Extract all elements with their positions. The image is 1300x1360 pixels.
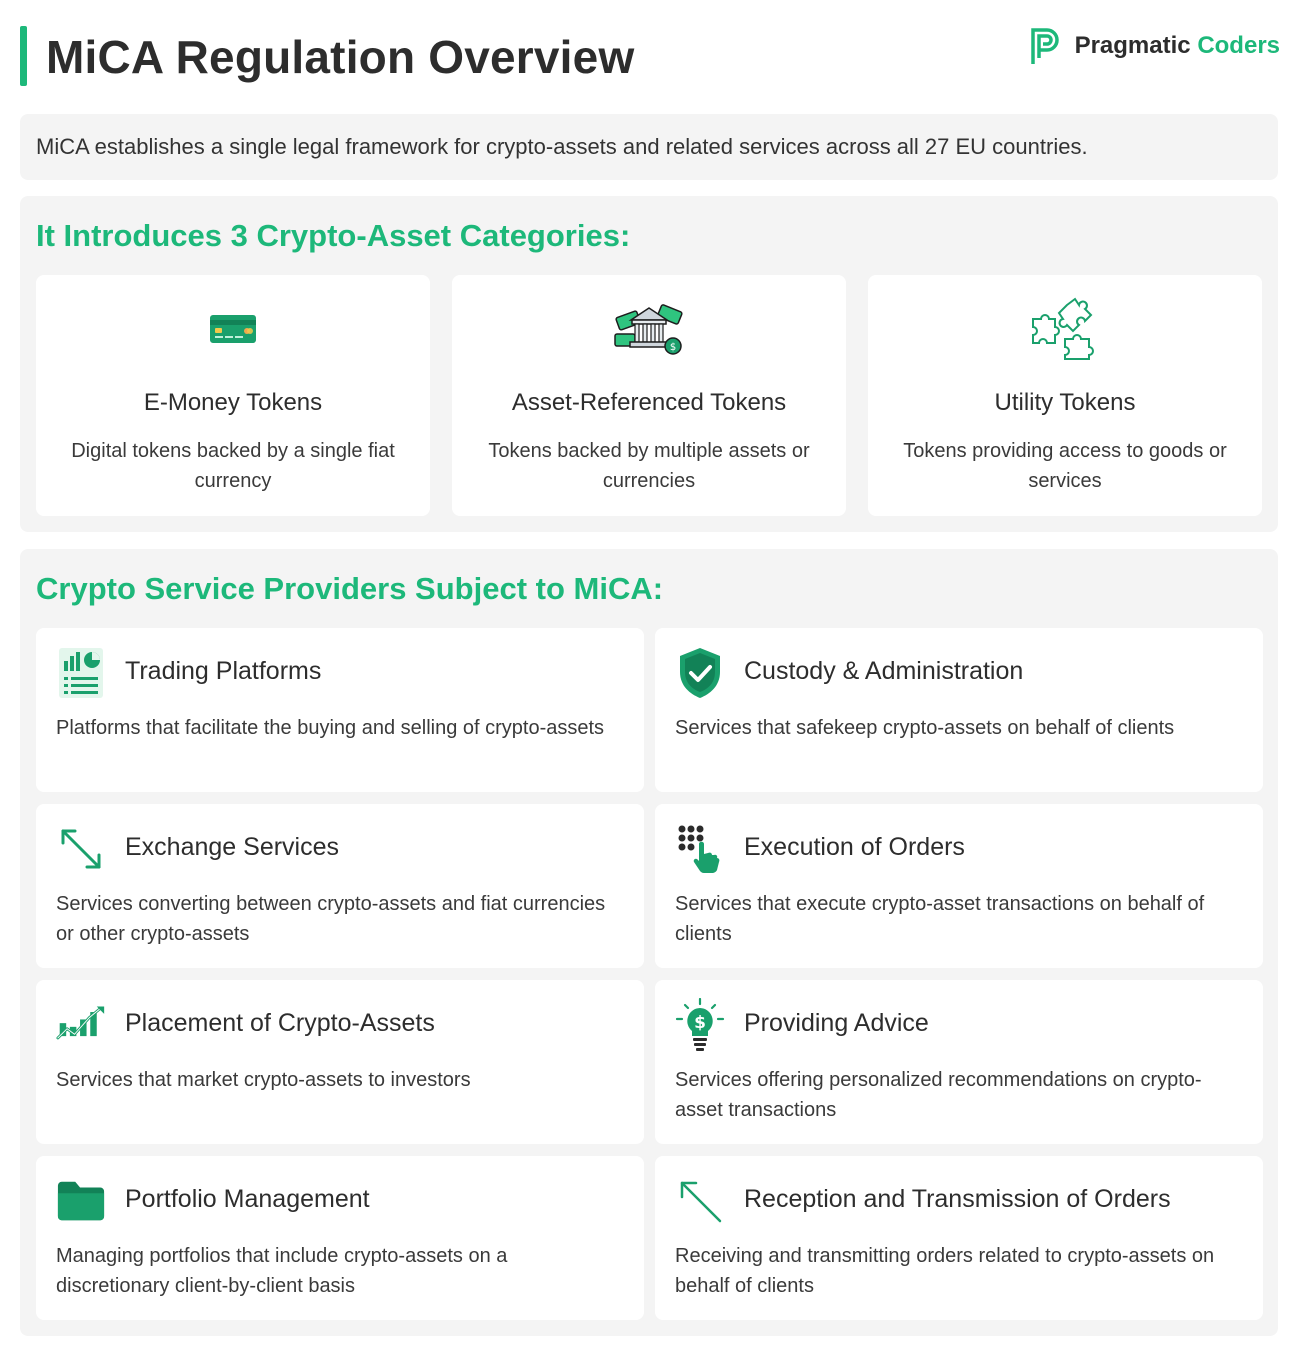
report-chart-icon [58,647,104,699]
provider-description: Services offering personalized recommendations on crypto-asset transactions [675,1069,1202,1121]
provider-description: Services that execute crypto-asset transactions on behalf of clients [675,893,1205,945]
providers-panel [20,549,1278,1336]
provider-title: Trading Platforms [125,657,322,685]
provider-card-custody [655,628,1263,792]
category-title: Utility Tokens [994,389,1136,416]
pragmatic-coders-logo-icon [1029,26,1065,66]
providers-heading: Crypto Service Providers Subject to MiCA: [36,571,664,606]
provider-description: Receiving and transmitting orders related to crypto-assets on behalf of clients [675,1245,1215,1297]
svg-text:$: $ [669,342,677,353]
provider-description: Services converting between crypto-assets and fiat currencies or other crypto-assets [56,893,606,945]
provider-title: Reception and Transmission of Orders [744,1185,1171,1213]
provider-title: Providing Advice [744,1009,929,1037]
brand-accent: Coders [1197,32,1280,59]
provider-card-reception-transmission [655,1156,1263,1320]
provider-title: Placement of Crypto-Assets [125,1009,435,1037]
categories-panel [20,196,1278,532]
provider-title: Custody & Administration [744,657,1024,685]
provider-card-placement [36,980,644,1144]
growth-chart-icon [56,1003,106,1047]
shield-check-icon [677,646,723,700]
categories-heading: It Introduces 3 Crypto-Asset Categories: [36,218,631,253]
bank-money-icon [613,298,685,360]
provider-card-providing-advice [655,980,1263,1144]
category-card-asset-referenced [452,275,846,516]
category-card-e-money [36,275,430,516]
folder-icon [56,1179,106,1223]
intro-text: MiCA establishes a single legal framework for crypto-assets and related services across all 27 EU countries. [36,134,1088,159]
category-description: Digital tokens backed by a single fiat currency [71,440,395,492]
category-description: Tokens providing access to goods or services [903,440,1227,492]
up-left-arrow-icon [676,1177,724,1225]
title-accent-bar [20,26,27,86]
svg-text:$: $ [694,1013,706,1033]
puzzle-icon [1029,297,1101,361]
provider-title: Execution of Orders [744,833,965,861]
provider-title: Portfolio Management [125,1185,370,1213]
category-description: Tokens backed by multiple assets or currencies [488,440,810,492]
category-card-utility [868,275,1262,516]
provider-description: Services that safekeep crypto-assets on behalf of clients [675,717,1175,739]
provider-description: Managing portfolios that include crypto-assets on a discretionary client-by-client basis [56,1245,508,1297]
provider-card-portfolio-management [36,1156,644,1320]
header [20,26,1280,88]
brand-name: Pragmatic [1074,32,1191,59]
provider-card-execution-of-orders [655,804,1263,968]
intro-box [20,114,1278,180]
category-title: Asset-Referenced Tokens [511,389,787,416]
dollar-bulb-icon [675,998,725,1052]
provider-card-exchange-services [36,804,644,968]
page-title: MiCA Regulation Overview [46,31,635,83]
brand-logo [1029,26,1280,66]
brand-text [1075,32,1280,60]
provider-title: Exchange Services [125,833,340,861]
provider-card-trading-platforms [36,628,644,792]
provider-description: Services that market crypto-assets to investors [56,1069,471,1091]
keypad-touch-icon [677,824,723,874]
diagonal-arrows-icon [57,825,105,873]
provider-description: Platforms that facilitate the buying and selling of crypto-assets [56,717,605,739]
category-title: E-Money Tokens [143,389,323,416]
credit-card-icon [209,314,257,344]
